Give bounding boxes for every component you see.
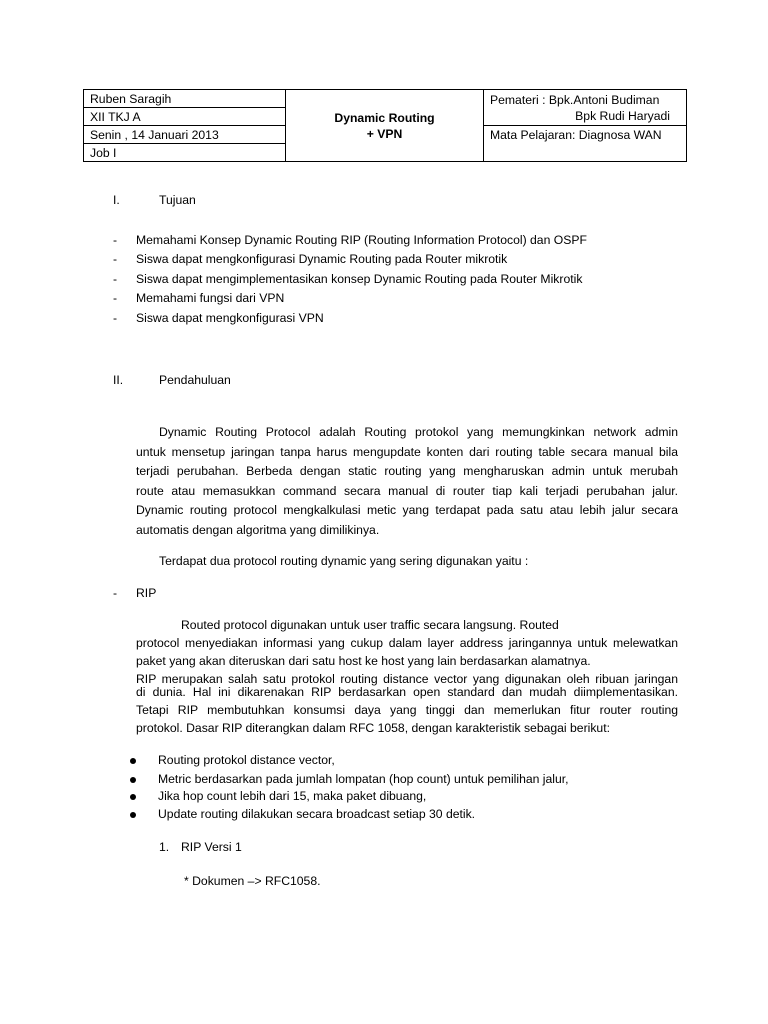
title-line-2: + VPN: [366, 126, 403, 141]
pemateri-line-1: Pemateri : Bpk.Antoni Budiman: [490, 92, 660, 107]
bullet-icon: [130, 777, 136, 783]
bullet-icon: [130, 812, 136, 818]
list-item-text: Routing protokol distance vector,: [158, 753, 335, 767]
list-item: Memahami Konsep Dynamic Routing RIP (Routing Information Protocol) dan OSPF: [136, 233, 587, 247]
list-item-text: Metric berdasarkan pada jumlah lompatan (hop count) untuk pemilihan jalur,: [158, 772, 569, 786]
paragraph-line: di dunia. Hal ini dikarenakan RIP berdasarkan open standard dan mudah diimplementasikan.: [136, 685, 678, 699]
dash-marker: -: [113, 291, 118, 305]
mata-pelajaran: Mata Pelajaran: Diagnosa WAN: [484, 126, 687, 162]
section2-number: II.: [113, 373, 124, 387]
dash-marker: -: [113, 272, 118, 286]
paragraph-line: Dynamic Routing Protocol adalah Routing protokol yang memungkinkan network admin: [159, 425, 678, 439]
title-line-1: Dynamic Routing: [334, 110, 435, 125]
protocol-intro: Terdapat dua protocol routing dynamic yang sering digunakan yaitu :: [159, 554, 529, 568]
paragraph-line: Tetapi RIP membutuhkan konsumsi daya yang tinggi dan memerlukan fitur router routing: [136, 703, 678, 717]
version-label: RIP Versi 1: [181, 840, 242, 854]
list-item: Memahami fungsi dari VPN: [136, 291, 285, 305]
dash-marker: -: [113, 311, 118, 325]
document-title: [286, 90, 484, 162]
paragraph-line: protocol menyediakan informasi yang cukup dalam layer address jaringannya untuk melewatkan: [136, 636, 678, 650]
list-item-text: Update routing dilakukan secara broadcast setiap 30 detik.: [158, 807, 476, 821]
version-number: 1.: [159, 840, 170, 854]
paragraph-line: Dynamic routing protocol mengkalkulasi metic yang terdapat pada satu atau lebih jalur secara: [136, 503, 678, 517]
rip-heading: RIP: [136, 586, 157, 600]
paragraph-line: route atau memasukkan command secara manual di router tiap kali terjadi perubahan jalur.: [136, 484, 678, 498]
paragraph-line: paket yang akan diteruskan dari satu host ke host yang lain berdasarkan alamatnya.: [136, 654, 591, 668]
section1-heading: Tujuan: [159, 193, 196, 207]
list-item-text: Jika hop count lebih dari 15, maka paket dibuang,: [158, 789, 427, 803]
section1-number: I.: [113, 193, 120, 207]
student-class: XII TKJ A: [84, 108, 286, 126]
paragraph-line: protokol. Dasar RIP diterangkan dalam RFC 1058, dengan karakteristik sebagai berikut:: [136, 721, 610, 735]
document-reference: * Dokumen –> RFC1058.: [184, 874, 321, 888]
list-item: Siswa dapat mengkonfigurasi Dynamic Routing pada Router mikrotik: [136, 252, 508, 266]
dash-marker: -: [113, 233, 118, 247]
date: Senin , 14 Januari 2013: [84, 126, 286, 144]
pemateri-cell: [484, 90, 687, 126]
job-label: Job I: [84, 144, 286, 162]
paragraph-line: terjadi perubahan. Berbeda dengan static routing yang mengharuskan admin untuk merubah: [136, 464, 678, 478]
paragraph-line: RIP merupakan salah satu protokol routing distance vector yang digunakan oleh ribuan jaringan: [136, 672, 678, 686]
section2-heading: Pendahuluan: [159, 373, 231, 387]
dash-marker: -: [113, 586, 118, 600]
list-item: Siswa dapat mengkonfigurasi VPN: [136, 311, 324, 325]
bullet-icon: [130, 794, 136, 800]
paragraph-line: untuk mensetup jaringan tanpa harus mengupdate konten dari routing table secara manual bila: [136, 445, 678, 459]
header-table: [83, 89, 687, 162]
paragraph-line: Routed protocol digunakan untuk user traffic secara langsung. Routed: [181, 618, 559, 632]
pemateri-line-2: Bpk Rudi Haryadi: [575, 108, 670, 123]
bullet-icon: [130, 758, 136, 764]
list-item: Siswa dapat mengimplementasikan konsep Dynamic Routing pada Router Mikrotik: [136, 272, 583, 286]
paragraph-line: automatis dengan algoritma yang dimilikinya.: [136, 523, 380, 537]
student-name: Ruben Saragih: [84, 90, 286, 108]
dash-marker: -: [113, 252, 118, 266]
